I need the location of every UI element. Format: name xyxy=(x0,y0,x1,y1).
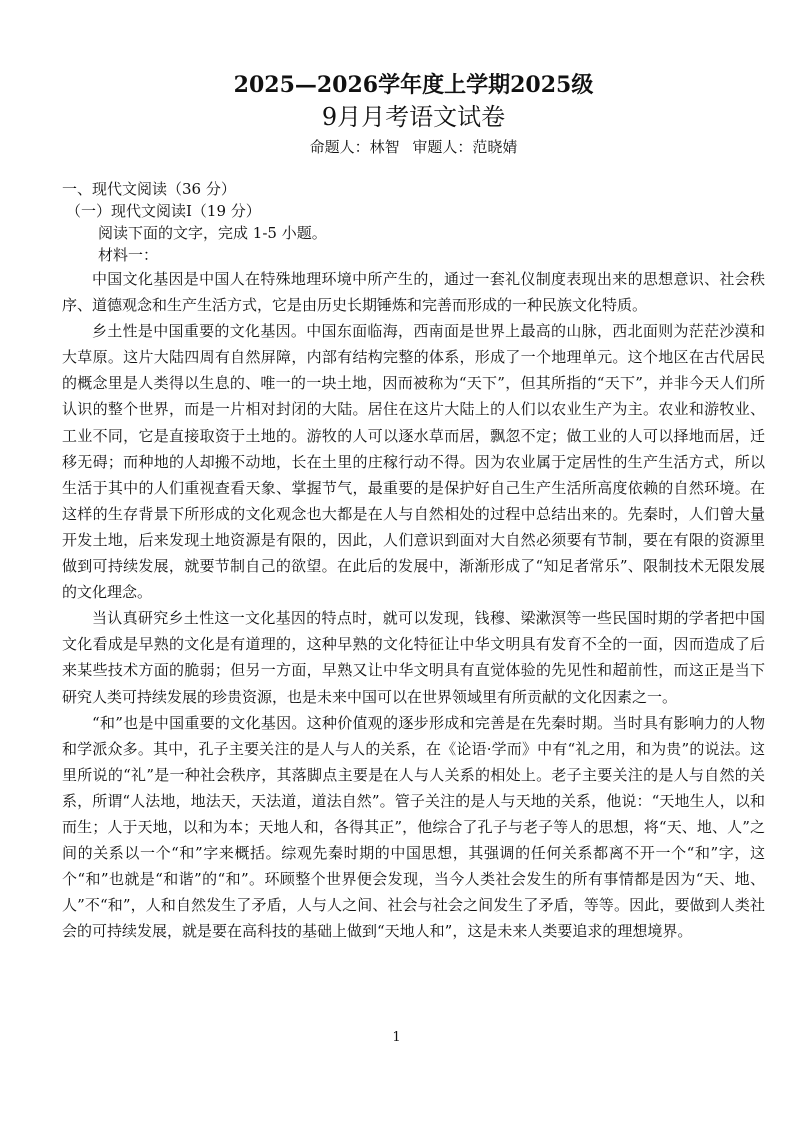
reviewer: 审题人：范晓婧 xyxy=(412,138,518,156)
paragraph: 乡土性是中国重要的文化基因。中国东面临海，西南面是世界上最高的山脉，西北面则为茫茫沙漠和大草原。这片大陆四周有自然屏障，内部有结构完整的体系，形成了一个地理单元。这个地区在古代居民的概念里是人类得以生息的、唯一的一块土地，因而被称为“天下”，但其所指的“天下”，并非今天人们所认识的整个世界，而是一片相对封闭的大陆。居住在这片大陆上的人们以农业生产为主。农业和游牧业、工业不同，它是直接取资于土地的。游牧的人可以逐水草而居，飘忽不定；做工业的人可以择地而居，迁移无碍；而种地的人却搬不动地，长在土里的庄稼行动不得。因为农业属于定居性的生产生活方式，所以生活于其中的人们重视查看天象、掌握节气，最重要的是保护好自己生产生活所高度依赖的自然环境。在这样的生存背景下所形成的文化观念也大都是在人与自然相处的过程中总结出来的。先秦时，人们曾大量开发土地，后来发现土地资源是有限的，因此，人们意识到面对大自然必须要有节制，要在有限的资源里做到可持续发展，就要节制自己的欲望。在此后的发展中，渐渐形成了“知足者常乐”、限制技术无限发展的文化理念。 xyxy=(62,322,765,602)
material-label: 材料一： xyxy=(98,246,159,264)
subsection-heading: （一）现代文阅读Ⅰ（19 分） xyxy=(66,202,261,220)
paragraph: 当认真研究乡土性这一文化基因的特点时，就可以发现，钱穆、梁漱溟等一些民国时期的学者把中国文化看成是早熟的文化是有道理的，这种早熟的文化特征让中华文明具有发育不全的一面，因而造成了后来某些技术方面的脆弱；但另一方面，早熟又让中华文明具有直觉体验的先见性和超前性，而这正是当下研究人类可持续发展的珍贵资源，也是未来中国可以在世界领域里有所贡献的文化因素之一。 xyxy=(62,609,765,706)
exam-title-line1: 2025—2026学年度上学期2025级 xyxy=(233,72,594,98)
instruction: 阅读下面的文字，完成 1-5 小题。 xyxy=(98,224,327,242)
exam-title-line2: 9月月考语文试卷 xyxy=(321,103,506,131)
section-heading: 一、现代文阅读（36 分） xyxy=(62,180,236,198)
paragraph: 中国文化基因是中国人在特殊地理环境中所产生的，通过一套礼仪制度表现出来的思想意识、社会秩序、道德观念和生产生活方式，它是由历史长期锤炼和完善而形成的一种民族文化特质。 xyxy=(62,270,765,315)
setter: 命题人：林智 xyxy=(309,138,400,156)
authors-line xyxy=(62,136,765,158)
paragraph: “和”也是中国重要的文化基因。这种价值观的逐步形成和完善是在先秦时期。当时具有影响力的人物和学派众多。其中，孔子主要关注的是人与人的关系，在《论语·学而》中有“礼之用，和为贵”的说法。这里所说的“礼”是一种社会秩序，其落脚点主要是在人与人关系的相处上。老子主要关注的是人与自然的关系，所谓“人法地，地法天，天法道，道法自然”。管子关注的是人与天地的关系，他说：“天地生人，以和而生；人于天地，以和为本；天地人和，各得其正”，他综合了孔子与老子等人的思想，将“天、地、人”之间的关系以一个“和”字来概括。综观先秦时期的中国思想，其强调的任何关系都离不开一个“和”字，这个“和”也就是“和谐”的“和”。环顾整个世界便会发现，当今人类社会发生的所有事情都是因为“天、地、人”不“和”，人和自然发生了矛盾，人与人之间、社会与社会之间发生了矛盾，等等。因此，要做到人类社会的可持续发展，就是要在高科技的基础上做到“天地人和”，这是未来人类要追求的理想境界。 xyxy=(62,713,765,941)
page-number: 1 xyxy=(392,1030,401,1045)
